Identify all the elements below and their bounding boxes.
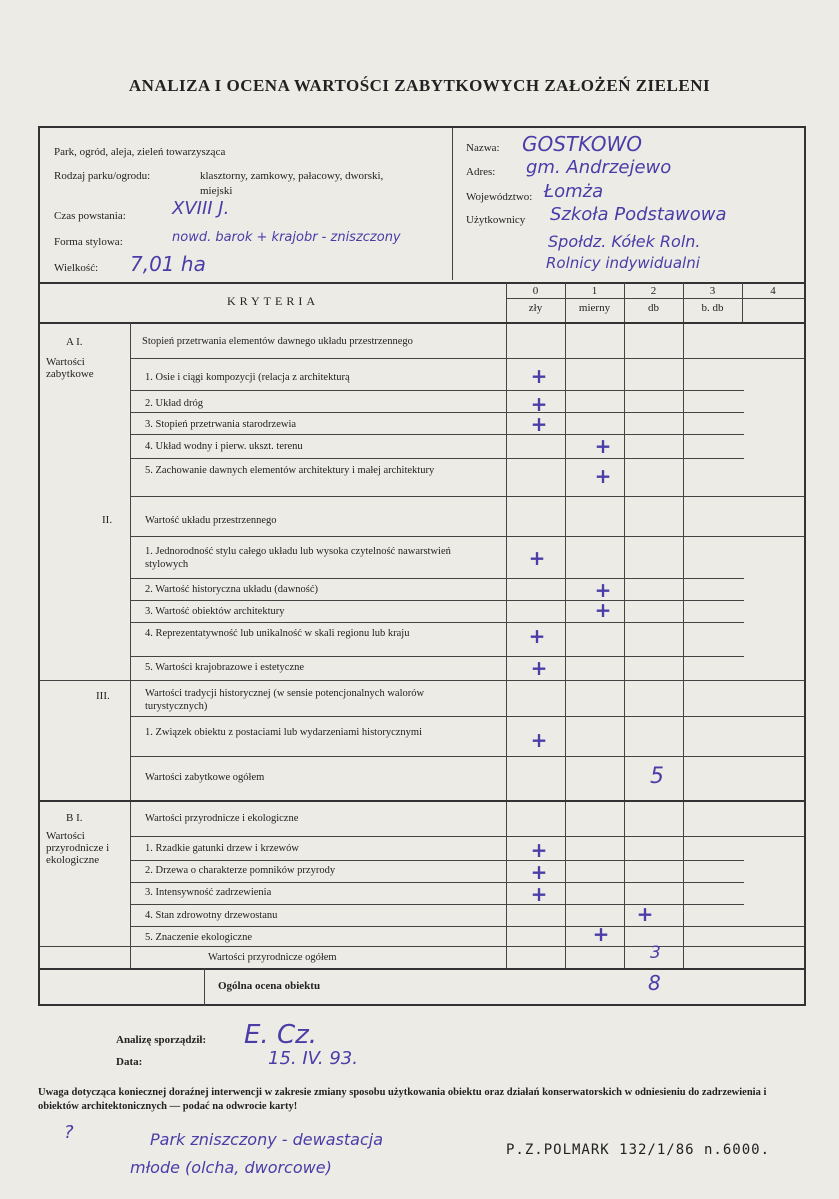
a1-criterion-2: 2. Układ dróg: [145, 398, 204, 409]
score-2-label: db: [648, 302, 659, 314]
mark-a1-3: +: [530, 412, 548, 436]
nazwa-value: GOSTKOWO: [522, 132, 642, 156]
a2-criterion-4: 4. Reprezentatywność lub unikalność w skali regionu lub kraju: [145, 628, 410, 639]
a-group3-code: III.: [96, 690, 110, 702]
score-4-num: 4: [770, 285, 776, 297]
handwritten-note-2: młode (olcha, dworcowe): [130, 1158, 332, 1177]
park-types: Park, ogród, aleja, zieleń towarzysząca: [54, 146, 226, 158]
data-value: 15. IV. 93.: [268, 1048, 358, 1069]
section-a-name: Wartości zabytkowe: [46, 356, 94, 380]
forma-label: Forma stylowa:: [54, 236, 123, 248]
a2-criterion-2: 2. Wartość historyczna układu (dawność): [145, 584, 319, 595]
mark-a2-2: +: [594, 578, 612, 602]
czas-value: XVIII J.: [172, 198, 230, 219]
kryteria-label: KRYTERIA: [227, 294, 319, 308]
mark-a1-2: +: [530, 392, 548, 416]
uzytkownicy-value-1: Szkoła Podstawowa: [550, 204, 727, 225]
score-3-num: 3: [709, 285, 716, 297]
a2-criterion-1: 1. Jednorodność stylu całego układu lub wysoka czytelność nawarstwień stylowych: [145, 546, 451, 570]
rodzaj-options: klasztorny, zamkowy, pałacowy, dworski,: [200, 170, 384, 182]
rodzaj-options-2: miejski: [200, 185, 233, 197]
mark-a2-4: +: [528, 624, 546, 648]
a-group2-code: II.: [102, 514, 113, 526]
score-0-label: zły: [528, 302, 543, 314]
forma-value: nowd. barok + krajobr - zniszczony: [172, 230, 401, 245]
b1-criterion-5: 5. Znaczenie ekologiczne: [145, 932, 252, 943]
a2-criterion-5: 5. Wartości krajobrazowe i estetyczne: [145, 662, 305, 673]
b1-criterion-1: 1. Rzadkie gatunki drzew i krzewów: [145, 843, 299, 854]
a1-criterion-1: 1. Osie i ciągi kompozycji (relacja z architekturą: [145, 372, 350, 383]
mark-b1-3: +: [530, 882, 548, 906]
mark-b1-5: +: [592, 922, 610, 946]
section-b-code: B I.: [66, 812, 83, 824]
wielkosc-label: Wielkość:: [54, 262, 99, 274]
woj-value: Łomża: [544, 181, 604, 202]
score-1-num: 1: [591, 285, 598, 297]
mark-a2-3: +: [594, 598, 612, 622]
section-b-name: Wartości przyrodnicze i ekologiczne: [46, 830, 110, 866]
a-group2-title: Wartość układu przestrzennego: [145, 515, 277, 526]
mark-a3-1: +: [530, 728, 548, 752]
b-total-label: Wartości przyrodnicze ogółem: [208, 952, 337, 963]
b1-criterion-2: 2. Drzewa o charakterze pomników przyrody: [145, 865, 336, 876]
mark-b1-1: +: [530, 838, 548, 862]
nazwa-label: Nazwa:: [466, 142, 500, 154]
wielkosc-value: 7,01 ha: [130, 252, 206, 276]
a3-criterion-1: 1. Związek obiektu z postaciami lub wydarzeniami historycznymi: [145, 727, 422, 738]
rodzaj-label: Rodzaj parku/ogrodu:: [54, 170, 151, 182]
a-total-label: Wartości zabytkowe ogółem: [145, 772, 265, 783]
uwaga-note: Uwaga dotycząca koniecznej doraźnej interwencji w zakresie zmiany sposobu użytkowania obiektu oraz działań konserwatorskich w odniesieniu do zadrzewienia i obiektów architektonicznych — podać na odwrocie karty!: [38, 1087, 767, 1112]
mark-b1-4: +: [636, 902, 654, 926]
score-3-label: b. db: [701, 302, 724, 314]
a1-criterion-5: 5. Zachowanie dawnych elementów architektury i małej architektury: [145, 465, 435, 476]
adres-label: Adres:: [466, 166, 496, 178]
analiza-signature: E. Cz.: [244, 1020, 318, 1050]
a-group1-title: Stopień przetrwania elementów dawnego układu przestrzennego: [142, 336, 413, 347]
mark-b1-2: +: [530, 860, 548, 884]
data-label: Data:: [116, 1056, 143, 1068]
document-title: ANALIZA I OCENA WARTOŚCI ZABYTKOWYCH ZAŁOŻEŃ ZIELENI: [128, 76, 711, 95]
score-0-num: 0: [532, 285, 539, 297]
b1-criterion-4: 4. Stan zdrowotny drzewostanu: [145, 910, 278, 921]
mark-a2-1: +: [528, 546, 546, 570]
woj-label: Województwo:: [466, 191, 533, 203]
print-stamp: P.Z.POLMARK 132/1/86 n.6000.: [506, 1142, 771, 1158]
handwritten-note-1: Park zniszczony - dewastacja: [150, 1130, 383, 1149]
overall-label: Ogólna ocena obiektu: [218, 980, 321, 992]
note-mark: ?: [64, 1122, 74, 1143]
a-group3-title: Wartości tradycji historycznej (w sensie potencjonalnych walorów turystycznych): [145, 688, 425, 712]
mark-a1-5: +: [594, 464, 612, 488]
mark-a1-1: +: [530, 364, 548, 388]
a1-criterion-4: 4. Układ wodny i pierw. ukszt. terenu: [145, 441, 303, 452]
score-2-num: 2: [650, 285, 657, 297]
a2-criterion-3: 3. Wartość obiektów architektury: [145, 606, 285, 617]
score-1-label: mierny: [578, 302, 611, 314]
mark-a1-4: +: [594, 434, 612, 458]
czas-label: Czas powstania:: [54, 210, 126, 222]
analiza-label: Analizę sporządził:: [116, 1034, 207, 1046]
b-group1-title: Wartości przyrodnicze i ekologiczne: [145, 813, 299, 824]
uzytkownicy-label: Użytkownicy: [466, 214, 526, 226]
uzytkownicy-value-2: Społdz. Kółek Roln.: [548, 232, 701, 251]
a-total-value: 5: [650, 764, 664, 789]
uzytkownicy-value-3: Rolnicy indywidualni: [546, 254, 700, 272]
b1-criterion-3: 3. Intensywność zadrzewienia: [145, 887, 272, 898]
header-divider: [452, 128, 453, 280]
adres-value: gm. Andrzejewo: [526, 157, 672, 178]
overall-value: 8: [648, 971, 661, 995]
mark-a2-5: +: [530, 656, 548, 680]
a1-criterion-3: 3. Stopień przetrwania starodrzewia: [145, 419, 297, 430]
section-a-code: A I.: [66, 336, 83, 348]
b-total-value: 3: [650, 943, 661, 963]
